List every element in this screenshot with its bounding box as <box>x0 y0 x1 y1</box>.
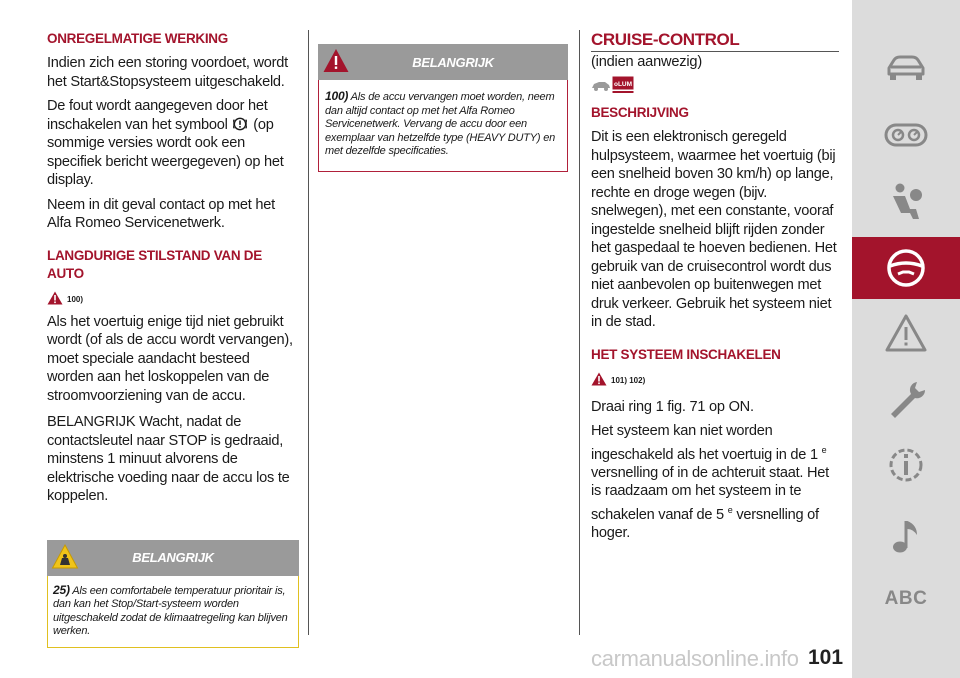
chapter-sidebar <box>852 0 960 678</box>
gear-info-icon <box>883 442 929 488</box>
car-icon <box>883 46 929 92</box>
dashboard-gauges-icon <box>883 111 929 157</box>
sidebar-item-dashboard[interactable] <box>852 103 960 165</box>
warning-light-icon <box>233 117 247 131</box>
paragraph-text: versnelling of in de achteruit staat. Het is raadzaam om het systeem in te schakelen vanaf de 5 <box>591 464 829 523</box>
left-column <box>47 30 299 648</box>
warning-reference <box>47 291 299 307</box>
lum-badge-icon <box>612 76 634 94</box>
sidebar-item-car[interactable] <box>852 38 960 100</box>
paragraph-text: De fout wordt aangegeven door het inschakelen van het symbool <box>47 98 268 133</box>
seat-airbag-icon <box>883 179 929 225</box>
reference-number: 100) <box>67 294 84 304</box>
paragraph-text: versnelling of hoger. <box>591 506 819 542</box>
note-number: 100) <box>325 89 349 103</box>
sidebar-item-safety[interactable] <box>852 171 960 233</box>
paragraph-text: (op sommige versies wordt ook een specifiek bericht weergegeven) op het display. <box>47 116 284 188</box>
box-body <box>47 576 299 648</box>
heading-beschrijving: BESCHRIJVING <box>591 105 689 120</box>
music-note-icon <box>883 513 929 559</box>
paragraph-symbol <box>47 97 299 190</box>
warning-triangle-icon <box>47 291 63 305</box>
lum-badge-text: oLUM <box>613 81 633 88</box>
heading-langdurige-stilstand: LANGDURIGE STILSTAND VAN DE AUTO <box>47 247 262 281</box>
right-column <box>591 30 841 543</box>
variant-icons <box>591 74 841 96</box>
index-label: ABC <box>884 588 928 609</box>
heading-onregelmatige-werking: ONREGELMATIGE WERKING <box>47 31 228 46</box>
sidebar-item-maintenance[interactable] <box>852 368 960 430</box>
paragraph: BELANGRIJK Wacht, nadat de contactsleutel naar STOP is gedraaid, minstens 1 minuut alvorens de elektrische voeding naar de accu los te koppelen. <box>47 414 290 504</box>
box-header <box>47 540 299 576</box>
superscript: e <box>727 504 733 515</box>
column-divider <box>308 30 309 635</box>
warning-reference <box>591 372 841 388</box>
superscript: e <box>821 444 827 455</box>
paragraph-text: Het systeem kan niet worden ingeschakeld als het voertuig in de 1 <box>591 423 818 463</box>
paragraph: Dit is een elektronisch geregeld hulpsysteem, waarmee het voertuig (bij een snelheid boven 30 km/h) op lange, rechte en droge wegen (bijv. snelwegen), met een constante, vooraf ingestelde snelheid blijft rijden zonder het gaspedaal te hoeven bedienen. Het gebruik van de cruisecontrol wordt dus niet aanbevolen op buitenwegen met druk verkeer. Gebruik het systeem niet in de stad. <box>591 129 837 330</box>
sidebar-item-technical-data[interactable] <box>852 434 960 496</box>
sidebar-item-multimedia[interactable] <box>852 505 960 567</box>
info-box-battery <box>318 44 568 172</box>
paragraph: Als het voertuig enige tijd niet gebruikt wordt (of als de accu wordt vervangen), moet speciale aandacht besteed worden aan het loskoppelen van de stroomvoorziening van de accu. <box>47 313 293 404</box>
box-body <box>318 80 568 172</box>
steering-wheel-icon <box>883 245 929 291</box>
car-variant-icon <box>591 78 611 92</box>
middle-column <box>318 44 568 172</box>
note-text: Als de accu vervangen moet worden, neem dan altijd contact op met het Alfa Romeo Servicenetwerk. Vervang de accu door een exemplaar van hetzelfde type (HEAVY DUTY) en met dezelfde specificaties. <box>325 91 556 157</box>
section-title: CRUISE-CONTROL <box>591 30 839 52</box>
section-subtitle: (indien aanwezig) <box>591 54 702 70</box>
sidebar-item-emergency[interactable] <box>852 303 960 365</box>
column-divider <box>579 30 580 635</box>
paragraph: Indien zich een storing voordoet, wordt het Start&Stopsysteem uitgeschakeld. <box>47 55 288 90</box>
warning-triangle-icon <box>883 311 929 357</box>
info-box-comfort <box>47 540 299 648</box>
paragraph <box>591 422 841 543</box>
warning-triangle-icon <box>591 372 607 386</box>
box-header <box>318 44 568 80</box>
sidebar-item-starting-driving[interactable] <box>852 237 960 299</box>
page-number: 101 <box>808 646 844 669</box>
note-text: Als een comfortabele temperatuur prioritair is, dan kan het Stop/Start-systeem worden uitgeschakeld zodat de klimaatregeling kan blijven werken. <box>53 584 288 637</box>
note-number: 25) <box>53 582 70 597</box>
paragraph: Neem in dit geval contact op met het Alfa Romeo Servicenetwerk. <box>47 196 275 231</box>
sidebar-item-index[interactable] <box>852 568 960 630</box>
box-title: BELANGRIJK <box>132 550 214 565</box>
heading-systeem-inschakelen: HET SYSTEEM INSCHAKELEN <box>591 346 781 362</box>
paragraph: Draai ring 1 fig. 71 op ON. <box>591 398 754 415</box>
box-title: BELANGRIJK <box>412 54 494 70</box>
reference-number: 101) 102) <box>611 375 646 385</box>
watermark: carmanualsonline.info <box>591 646 799 671</box>
wrench-icon <box>883 376 929 422</box>
